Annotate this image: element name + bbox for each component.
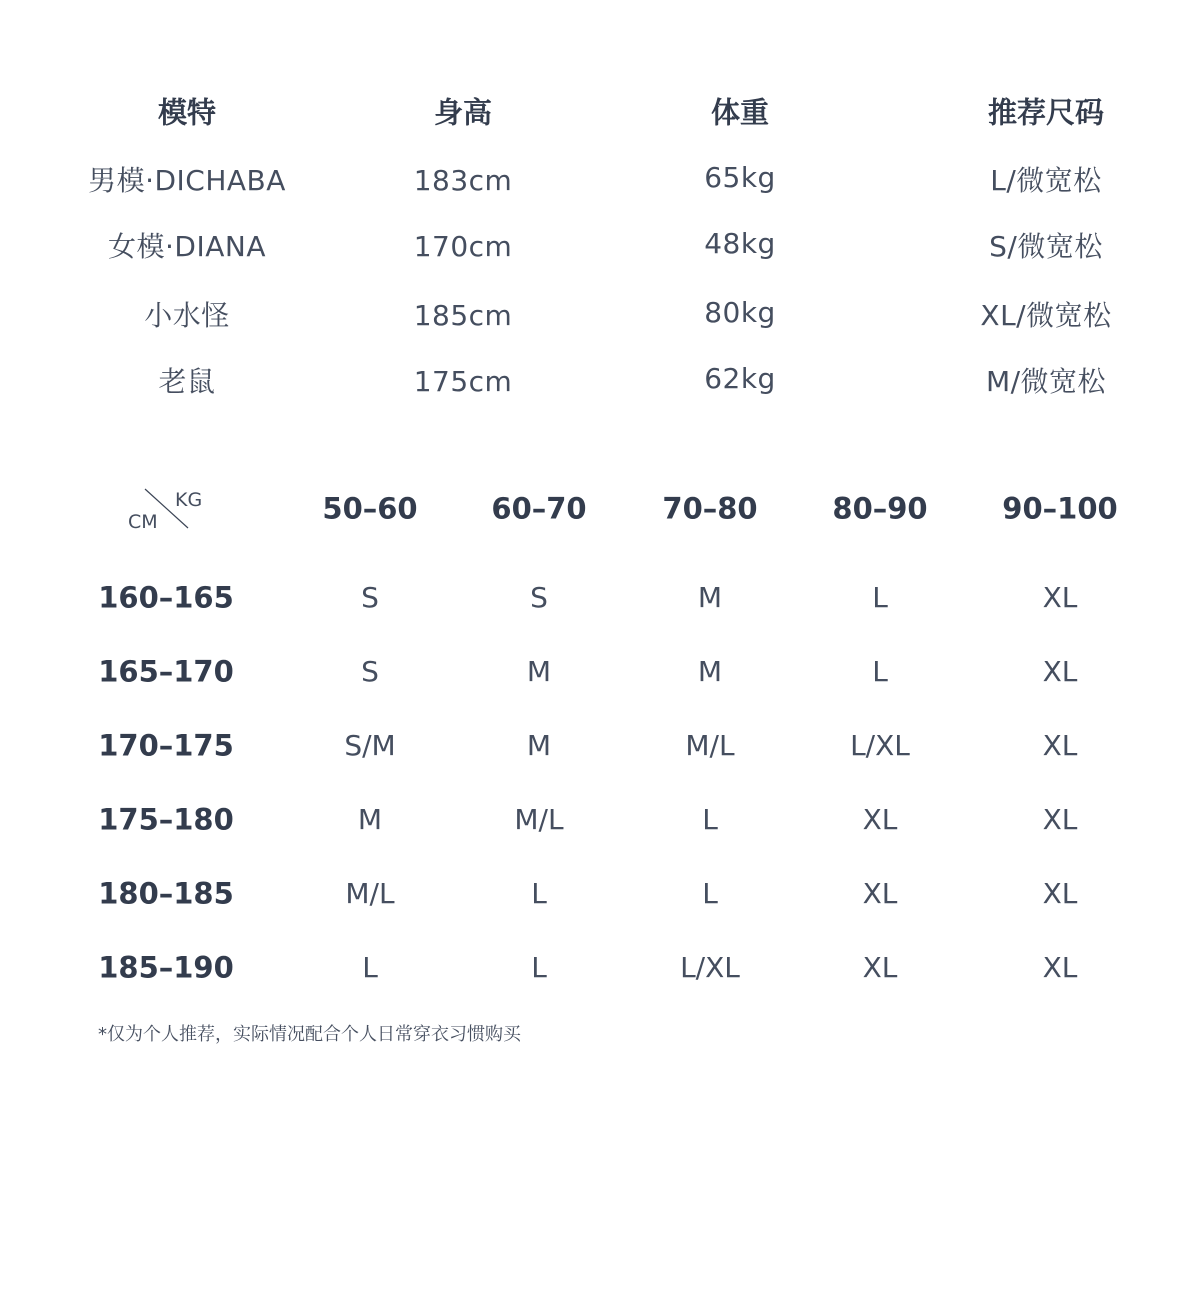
weight-range-header: 50–60	[322, 491, 418, 526]
height-range-label: 165–170	[98, 654, 234, 689]
size-cell: XL	[1042, 877, 1078, 910]
models-table-cell: 175cm	[413, 365, 513, 398]
weight-range-header: 70–80	[662, 491, 758, 526]
models-table-cell: 80kg	[704, 296, 776, 329]
size-cell: M	[357, 803, 383, 836]
corner-cm-label: CM	[128, 511, 158, 533]
models-table-cell: 185cm	[413, 299, 513, 332]
height-range-label: 175–180	[98, 802, 234, 837]
size-cell: S/M	[344, 729, 396, 762]
height-range-label: 180–185	[98, 876, 234, 911]
size-cell: XL	[1042, 729, 1078, 762]
size-cell: L	[362, 951, 378, 984]
size-cell: S	[361, 655, 379, 688]
weight-range-header: 90–100	[1002, 491, 1118, 526]
models-table-cell: 女模·DIANA	[108, 230, 266, 263]
size-cell: XL	[862, 951, 898, 984]
size-cell: XL	[862, 803, 898, 836]
models-table-cell: 男模·DICHABA	[88, 164, 286, 197]
size-cell: L	[872, 581, 888, 614]
size-cell: XL	[1042, 803, 1078, 836]
size-cell: M	[526, 655, 552, 688]
models-header-cell: 推荐尺码	[987, 95, 1105, 130]
size-cell: XL	[1042, 655, 1078, 688]
models-table-cell: 183cm	[413, 164, 513, 197]
height-range-label: 185–190	[98, 950, 234, 985]
weight-range-header: 80–90	[832, 491, 928, 526]
corner-kg-label: KG	[175, 489, 203, 511]
size-cell: M/L	[514, 803, 564, 836]
size-cell: L/XL	[850, 729, 910, 762]
models-table-cell: 小水怪	[144, 299, 230, 332]
models-table-cell: XL/微宽松	[980, 299, 1112, 332]
models-table-cell: 62kg	[704, 362, 776, 395]
size-cell: XL	[1042, 581, 1078, 614]
size-cell: L	[702, 877, 718, 910]
height-range-label: 160–165	[98, 580, 234, 615]
models-table-cell: 老鼠	[158, 365, 216, 398]
models-header-cell: 体重	[710, 95, 770, 130]
size-cell: L	[872, 655, 888, 688]
models-table-cell: 48kg	[704, 227, 776, 260]
size-cell: M/L	[345, 877, 395, 910]
size-cell: S	[530, 581, 548, 614]
size-cell: XL	[1042, 951, 1078, 984]
size-cell: XL	[862, 877, 898, 910]
size-cell: M/L	[685, 729, 735, 762]
size-cell: S	[361, 581, 379, 614]
size-cell: L/XL	[680, 951, 740, 984]
size-cell: M	[697, 581, 723, 614]
models-table-cell: 65kg	[704, 161, 776, 194]
size-cell: L	[531, 951, 547, 984]
size-cell: L	[702, 803, 718, 836]
weight-range-header: 60–70	[491, 491, 587, 526]
models-table-cell: M/微宽松	[985, 365, 1107, 398]
size-cell: L	[531, 877, 547, 910]
models-header-cell: 身高	[433, 95, 493, 130]
height-range-label: 170–175	[98, 728, 234, 763]
models-table-cell: S/微宽松	[989, 230, 1103, 263]
models-table-cell: L/微宽松	[990, 164, 1102, 197]
size-cell: M	[526, 729, 552, 762]
models-header-cell: 模特	[157, 95, 217, 130]
footnote: *仅为个人推荐，实际情况配合个人日常穿衣习惯购买	[98, 1024, 521, 1045]
models-table-cell: 170cm	[413, 230, 513, 263]
size-cell: M	[697, 655, 723, 688]
